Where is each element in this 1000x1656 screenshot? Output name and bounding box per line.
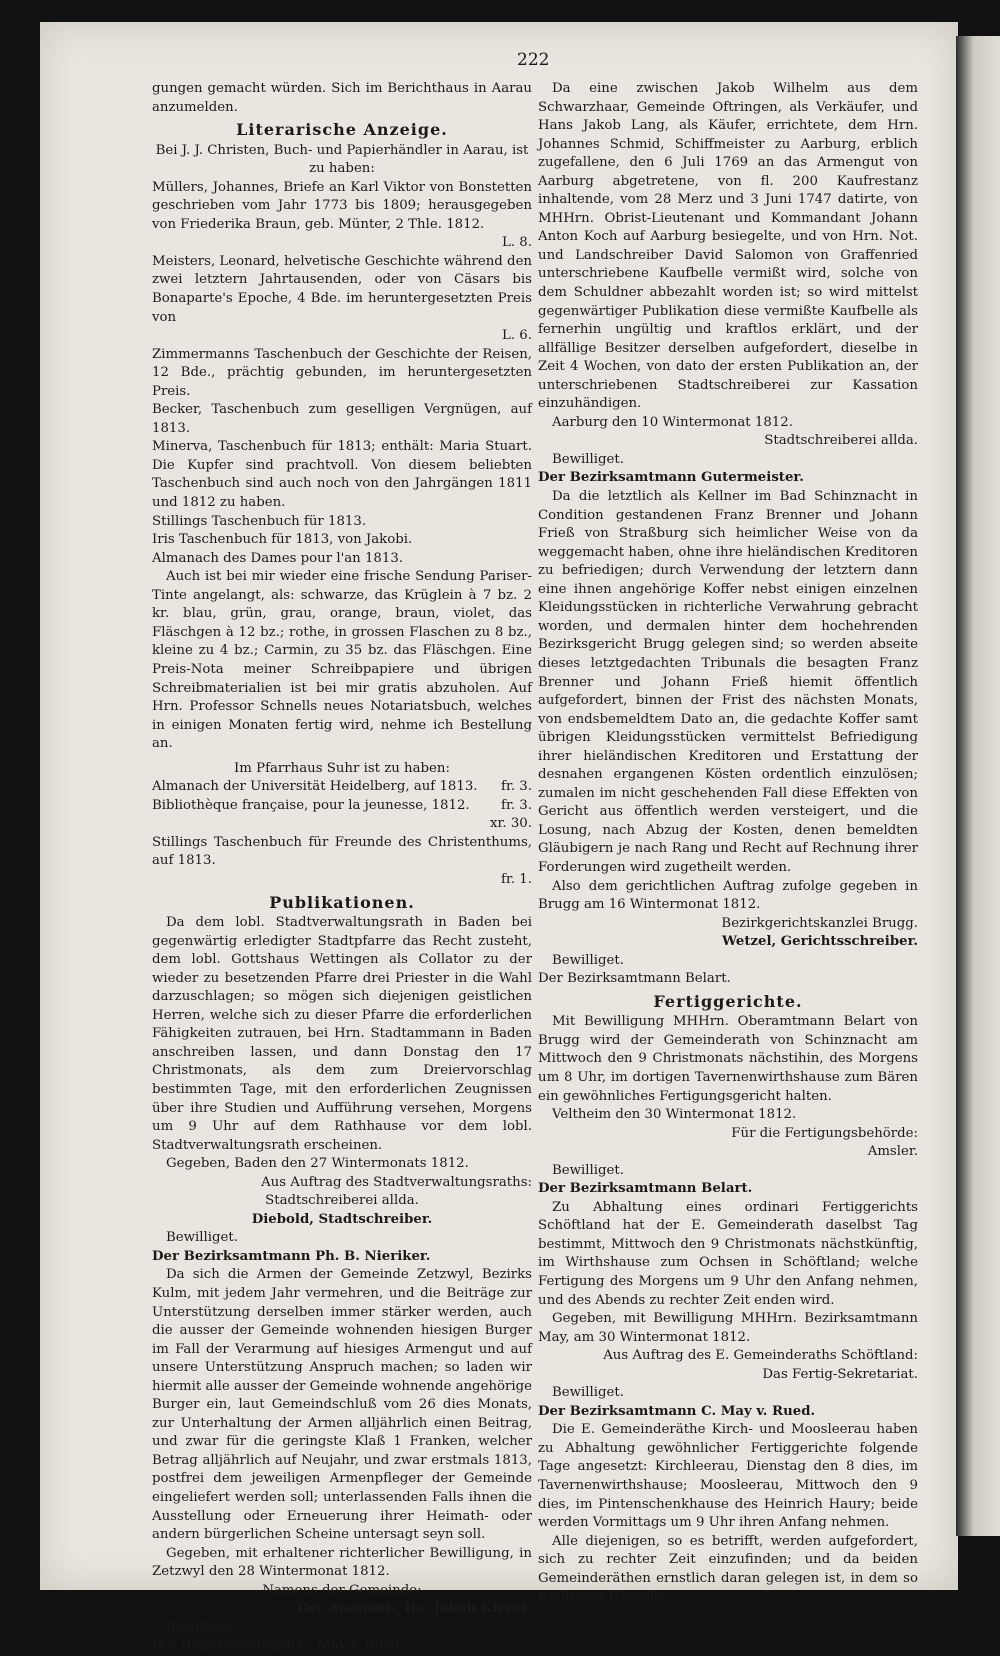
page-number: 222 (517, 50, 550, 70)
book-entry: Müllers, Johannes, Briefe an Karl Viktor von Bonstetten geschrieben vom Jahr 1773 bis 1809; herausgegeben von Friederika Braun, geb. Münter, 2 Thle. 1812. (152, 179, 532, 232)
publication-date: Gegeben, mit erhaltener richterlicher Bewilligung, in Zetzwyl den 28 Wintermonat 1812. (152, 1545, 532, 1580)
approval-official: Der Bezirksamtmann Belart. (538, 971, 731, 987)
publication-text: Da eine zwischen Jakob Wilhelm aus dem Schwarzhaar, Gemeinde Oftringen, als Verkäufer, und Hans Jakob Lang, als Käufer, errichtete, dem Hrn. Johannes Schmid, Schiffmeister zu Aarburg, erblich zugefallene, den 6 Juli 1769 an das Armengut von Aarburg abgetretene, von fl. 200 Kaufrestanz inhaltende, vom 28 Merz und 3 Juni 1747 datirte, von MHHrn. Obrist-Lieutenant und Kommandant Johann Anton Koch auf Aarburg besiegelte, und von Hrn. Not. und Landschreiber David Salomon von Graffenried unterschriebene Kaufbelle vermißt wird, solche von dem Schuldner abbezahlt worden ist; so wird mittelst gegenwärtiger Publikation diese vermißte Kaufbelle als fernerhin ungültig und kraftlos erklärt, und der allfällige Besitzer derselben aufgefordert, dieselbe in Zeit 4 Wochen, von dato der ersten Publikation an, der unterschriebenen Stadtschreiberei zur Kassation einzuhändigen. (538, 81, 918, 412)
book-price: L. 6. (502, 328, 532, 344)
approval-official: Der Bezirksamtmann C. May v. Rued. (152, 1638, 405, 1654)
next-page-edge (956, 36, 1000, 1536)
book-entry: Zimmermanns Taschenbuch der Geschichte der Reisen, 12 Bde., prächtig gebunden, im heruntergesetzten Preis. (152, 346, 532, 399)
approval-label: Bewilliget. (552, 451, 624, 467)
court-date: Gegeben, mit Bewilligung MHHrn. Bezirksamtmann May, am 30 Wintermonat 1812. (538, 1311, 918, 1345)
suhr-item (152, 797, 532, 816)
approval-label: Bewilliget. (552, 1162, 624, 1178)
suhr-item-title: Bibliothèque française, pour la jeunesse, 1812. (152, 797, 470, 813)
court-signature: Das Fertig-Sekretariat. (762, 1366, 918, 1382)
publication-text: Da sich die Armen der Gemeinde Zetzwyl, Bezirks Kulm, mit jedem Jahr vermehren, und die Beiträge zur Unterstützung derselben immer stärker werden, auch die ausser der Gemeinde wohnenden hiesigen Burger im Fall der Verarmung auf hiesiges Armengut und auf unsere Unterstützung Anspruch machen; so laden wir hiermit alle ausser der Gemeinde wohnende angehörige Burger ein, laut Gemeindschluß vom 26 dies Monats, zur Unterhaltung der Armen alljährlich einen Beitrag, und zwar für die geringste Klaß 1 Franken, welcher Betrag alljährlich auf Neujahr, und zwar erstmals 1813, postfrei dem jeweiligen Armenpfleger der Gemeinde eingeliefert werden soll; unterlassenden Falls ihnen die Ausstellung oder Erneuerung ihrer Heimath- oder andern bürgerlichen Scheine untersagt seyn soll. (152, 1267, 532, 1543)
book-entry: Iris Taschenbuch für 1813, von Jakobi. (152, 532, 413, 548)
publication-signature: Namens der Gemeinde: (262, 1582, 422, 1598)
ink-notice: Auch ist bei mir wieder eine frische Sendung Pariser-Tinte angelangt, als: schwarze, das Krüglein à 7 bz. 2 kr. blau, grün, grau, orange, braun, violet, das Fläschgen à 12 bz.; rothe, in grossen Flaschen zu 8 bz., kleine zu 4 bz.; Carmin, zu 35 bz. das Fläschgen. Eine Preis-Nota meiner Schreibpapiere und übrigen Schreibmaterialien ist bei mir gratis abzuholen. Auf Hrn. Professor Schnells neues Notariatsbuch, welches in einigen Monaten fertig wird, nehme ich Bestellung an. (152, 569, 532, 752)
book-entry: Minerva, Taschenbuch für 1813; enthält: Maria Stuart. Die Kupfer sind prachtvoll. Von diesem beliebten Taschenbuch sind auch noch von den Jahrgängen 1811 und 1812 zu haben. (152, 439, 532, 511)
publication-date: Gegeben, Baden den 27 Wintermonats 1812. (166, 1156, 469, 1172)
suhr-item-title: Almanach der Universität Heidelberg, auf 1813. (152, 779, 478, 795)
court-signature: Für die Fertigungsbehörde: (731, 1125, 918, 1141)
approval-label: Bewilliget. (552, 1385, 624, 1401)
book-price: L. 8. (502, 235, 532, 251)
court-notice: Die E. Gemeinderäthe Kirch- und Moosleerau haben zu Abhaltung gewöhnlicher Fertiggerichte folgende Tage angesetzt: Kirchleerau, Dienstag den 8 dies, im Tavernenwirthshause; Moosleerau, Mittwoch den 9 dies, im Pintenschenkhause des Heinrich Haury; beide werden Vormittags um 9 Uhr ihren Anfang nehmen. (538, 1422, 918, 1531)
publication-text: Da die letztlich als Kellner im Bad Schinznacht in Condition gestandenen Franz Brenner und Johann Frieß von Straßburg sich heimlicher Weise von da weggemacht haben, ohne ihre hieländischen Kreditoren zu befriedigen; durch Verwendung der letztern dann eine ihnen angehörige Koffer nebst einigen einzelnen Kleidungsstücken in richterliche Verwahrung gebracht worden, und dermalen hinter dem hochehrenden Bezirksgericht Brugg gelegen sind; so werden abseite dieses letztgedachten Tribunals die besagten Franz Brenner und Johann Frieß hiemit öffentlich aufgefordert, binnen der Frist des nächsten Monats, von endsbemeldtem Dato an, die gedachte Koffer samt übrigen Kleidungsstücken vermittelst Befriedigung ihrer hieländischen Kreditoren und Erstattung der desnahen ergangenen Kösten ordentlich einzulösen; zumalen im nicht geschehenden Fall diese Effekten von Gericht aus öffentlich werden versteigert, und die Losung, nach Abzug der Kosten, denen bemeldten Gläubigern je nach Rang und Recht auf Rechnung ihrer Forderungen wird zugetheilt werden. (538, 489, 918, 875)
approval-official: Der Bezirksamtmann Ph. B. Nieriker. (152, 1248, 431, 1264)
publication-date: Aarburg den 10 Wintermonat 1812. (552, 414, 793, 430)
fertiggerichte-heading: Fertiggerichte. (653, 991, 803, 1011)
approval-label: Bewilliget. (166, 1230, 238, 1246)
court-signature: Amsler. (867, 1144, 918, 1160)
book-entry: Almanach des Dames pour l'an 1813. (152, 550, 404, 566)
suhr-item-price-extra: xr. 30. (490, 816, 532, 832)
publications-heading: Publikationen. (269, 892, 415, 912)
publication-text: Da dem lobl. Stadtverwaltungsrath in Baden bei gegenwärtig erledigter Stadtpfarre das Recht zusteht, dem lobl. Gottshaus Wettingen als Collator zu der wieder zu besetzenden Pfarre drei Priester in die Wahl darzuschlagen; so mögen sich diejenigen geistlichen Herren, welche sich zu dieser Pfarre die erforderlichen Fähigkeiten zutrauen, bei Hrn. Stadtammann in Baden anschreiben lassen, und dann Donstag den 17 Christmonats, als dem zum Dreiervorschlag bestimmten Tage, mit den erforderlichen Zeugnissen über ihre Studien und Aufführung versehen, Morgens um 9 Uhr auf dem Rathhause vor dem lobl. Stadtverwaltungsrath erscheinen. (152, 915, 532, 1153)
book-entry: Becker, Taschenbuch zum geselligen Vergnügen, auf 1813. (152, 402, 532, 436)
bookseller-line: Bei J. J. Christen, Buch- und Papierhändler in Aarau, ist zu haben: (155, 142, 529, 177)
suhr-item-price: fr. 3. (501, 797, 532, 813)
publication-signature: Wetzel, Gerichtsschreiber. (722, 934, 918, 950)
suhr-heading: Im Pfarrhaus Suhr ist zu haben: (234, 760, 450, 776)
court-notice: Mit Bewilligung MHHrn. Oberamtmann Belart von Brugg wird der Gemeinderath von Schinznacht am Mittwoch den 9 Christmonats nächstihin, des Morgens um 8 Uhr, im dortigen Tavernenwirthshause zum Bären ein gewöhnliches Fertigungsgericht halten. (538, 1014, 918, 1104)
right-column (538, 80, 918, 1607)
book-entry: Meisters, Leonard, helvetische Geschichte während den zwei letztern Jahrtausenden, oder von Cäsars bis Bonaparte's Epoche, 4 Bde. im heruntergesetzten Preis von (152, 253, 532, 325)
left-column (152, 80, 532, 1656)
suhr-item-price: fr. 1. (501, 871, 532, 887)
approval-label: Bewilliget. (552, 952, 624, 968)
publication-signature: Der Ammann, Hs. Jakob Kiezer. (296, 1601, 532, 1617)
suhr-item (152, 778, 532, 797)
publication-signature: Stadtschreiberei allda. (265, 1193, 419, 1209)
literary-heading: Literarische Anzeige. (236, 120, 448, 140)
publication-signature: Bezirkgerichtskanzlei Brugg. (721, 915, 918, 931)
court-notice: Alle diejenigen, so es betrifft, werden aufgefordert, sich zu rechter Zeit einzufinden; und da beiden Gemeinderäthen ernstlich daran gelegen ist, in dem so wichtigen Hypothe- (538, 1533, 918, 1605)
court-notice: Zu Abhaltung eines ordinari Fertiggerichts Schöftland hat der E. Gemeinderath daselbst Tag bestimmt, Mittwoch den 9 Christmonats nächstkünftig, im Wirthshause zum Ochsen in Schöftland; welche Fertigung des Morgens um 9 Uhr den Anfang nehmen, und des Abends zu rechter Zeit enden wird. (538, 1199, 918, 1308)
intro-text: gungen gemacht würden. Sich im Berichthaus in Aarau anzumelden. (152, 81, 532, 115)
court-signature: Aus Auftrag des E. Gemeinderaths Schöftland: (603, 1348, 918, 1364)
publication-signature: Stadtschreiberei allda. (764, 433, 918, 449)
approval-official: Der Bezirksamtmann Belart. (538, 1181, 753, 1197)
publication-date: Also dem gerichtlichen Auftrag zufolge gegeben in Brugg am 16 Wintermonat 1812. (538, 878, 918, 913)
approval-label: Bewilliget. (166, 1619, 238, 1635)
suhr-item-price: fr. 3. (501, 779, 532, 795)
approval-official: Der Bezirksamtmann Gutermeister. (538, 470, 804, 486)
suhr-item-title: Stillings Taschenbuch für Freunde des Christenthums, auf 1813. (152, 834, 532, 869)
book-entry: Stillings Taschenbuch für 1813. (152, 513, 367, 529)
approval-official: Der Bezirksamtmann C. May v. Rued. (538, 1403, 816, 1419)
court-date: Veltheim den 30 Wintermonat 1812. (552, 1107, 797, 1123)
publication-signature: Aus Auftrag des Stadtverwaltungsraths: (261, 1174, 532, 1190)
publication-signature: Diebold, Stadtschreiber. (251, 1211, 433, 1227)
